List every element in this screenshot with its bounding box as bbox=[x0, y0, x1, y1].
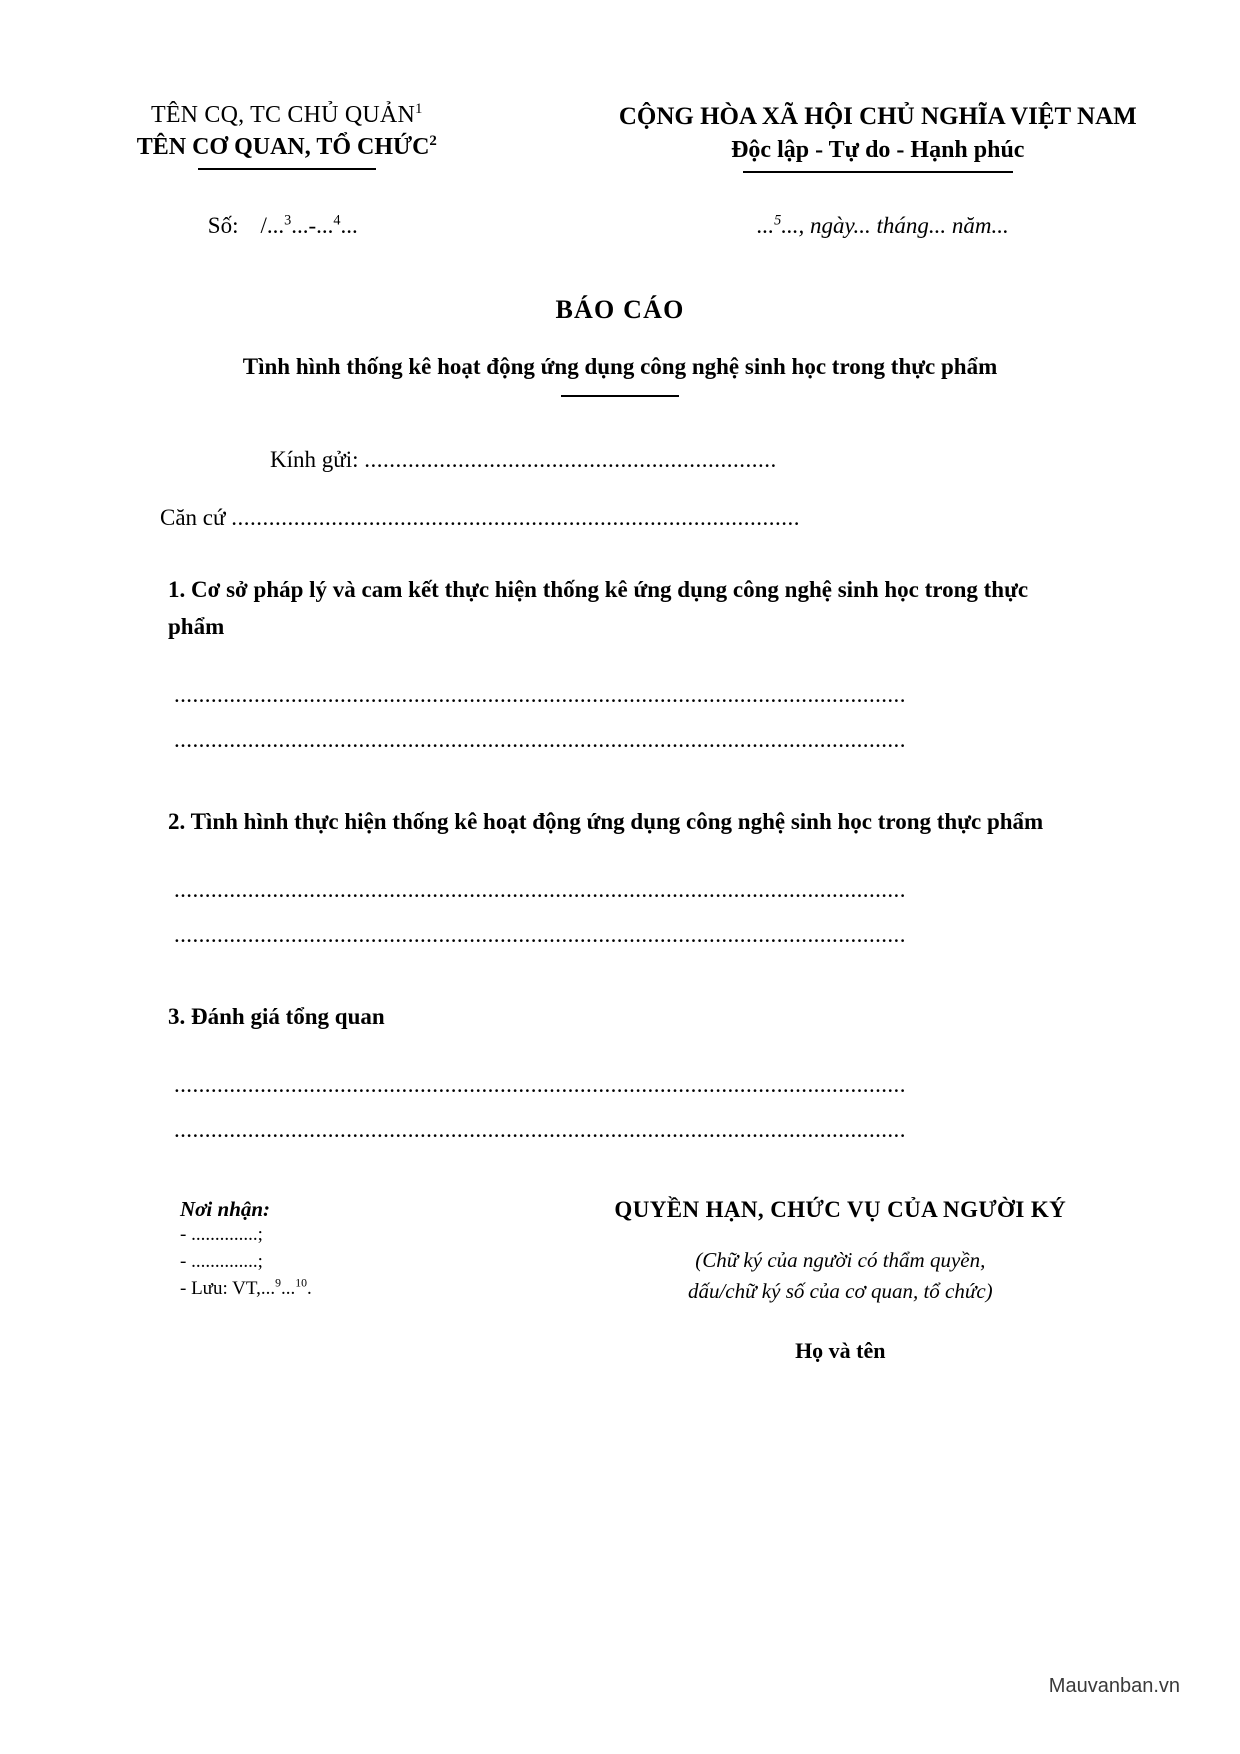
signature-block bbox=[571, 1197, 1110, 1364]
archive-dots-b: ... bbox=[280, 1277, 296, 1299]
document-number-footnote-b: 4 bbox=[333, 212, 341, 228]
document-date-footnote: 5 bbox=[774, 212, 782, 228]
organization-name bbox=[28, 132, 546, 164]
fill-line[interactable]: ....................................................................................................................... bbox=[174, 727, 906, 753]
document-number-value-c: ... bbox=[340, 212, 358, 238]
parent-organization-footnote: 1 bbox=[414, 101, 423, 117]
subtitle-underline bbox=[561, 395, 679, 397]
document-number-value-b: ...-... bbox=[291, 212, 334, 238]
recipients-title: Nơi nhận: bbox=[180, 1196, 271, 1221]
recipients-item: - ..............; bbox=[180, 1250, 263, 1272]
organization-footnote: 2 bbox=[429, 132, 437, 149]
basis-label: Căn cứ bbox=[160, 504, 226, 530]
document-number-value-a: /... bbox=[260, 212, 285, 238]
section-fill-2 bbox=[160, 868, 1080, 958]
organization-underline bbox=[198, 168, 376, 170]
basis-line bbox=[160, 505, 1080, 531]
parent-organization-name bbox=[28, 100, 546, 132]
recipients-block bbox=[180, 1197, 571, 1364]
fill-line[interactable]: ....................................................................................................................... bbox=[174, 1117, 906, 1143]
recipients-archive-item bbox=[180, 1276, 571, 1303]
archive-dots-a: ... bbox=[260, 1277, 276, 1299]
page-subtitle: Tình hình thống kê hoạt động ứng dụng công nghệ sinh học trong thực phẩm bbox=[242, 353, 998, 379]
recipient-line bbox=[270, 447, 1080, 473]
archive-prefix: - Lưu: VT, bbox=[180, 1277, 261, 1299]
fill-line[interactable]: ....................................................................................................................... bbox=[174, 682, 906, 708]
recipient-label: Kính gửi: bbox=[270, 446, 359, 472]
signer-role: QUYỀN HẠN, CHỨC VỤ CỦA NGƯỜI KÝ bbox=[614, 1196, 1067, 1222]
parent-organization-text: TÊN CQ, TC CHỦ QUẢN bbox=[150, 102, 415, 128]
national-motto: Độc lập - Tự do - Hạnh phúc bbox=[731, 136, 1025, 163]
section-heading-1: 1. Cơ sở pháp lý và cam kết thực hiện thống kê ứng dụng công nghệ sinh học trong thực phẩm bbox=[168, 576, 1029, 640]
document-body bbox=[0, 447, 1240, 1153]
header-left-block bbox=[0, 100, 546, 173]
recipients-item: - ..............; bbox=[180, 1223, 263, 1245]
archive-suffix: . bbox=[307, 1277, 312, 1299]
archive-footnote-b: 10 bbox=[295, 1276, 307, 1290]
document-header bbox=[0, 0, 1240, 173]
fill-line[interactable]: ....................................................................................................................... bbox=[174, 877, 906, 903]
document-footer bbox=[0, 1197, 1240, 1364]
signature-note-line-2: dấu/chữ ký số của cơ quan, tổ chức) bbox=[687, 1279, 993, 1304]
fill-line[interactable]: ....................................................................................................................... bbox=[174, 1072, 906, 1098]
document-number bbox=[0, 213, 546, 239]
signer-name-label: Họ và tên bbox=[795, 1337, 886, 1363]
number-date-row bbox=[0, 213, 1240, 239]
section-fill-3 bbox=[160, 1063, 1080, 1153]
title-block bbox=[0, 295, 1240, 397]
recipient-fill[interactable]: .................................................................. bbox=[364, 446, 777, 472]
document-date-value: ..., ngày... tháng... năm... bbox=[781, 212, 1009, 238]
fill-line[interactable]: ....................................................................................................................... bbox=[174, 922, 906, 948]
section-heading-2: 2. Tình hình thực hiện thống kê hoạt động ứng dụng công nghệ sinh học trong thực phẩm bbox=[168, 809, 1044, 835]
document-number-footnote-a: 3 bbox=[284, 212, 292, 228]
motto-underline bbox=[743, 171, 1013, 173]
document-number-label: Số: bbox=[207, 212, 239, 238]
section-fill-1 bbox=[160, 673, 1080, 763]
signature-note bbox=[571, 1245, 1110, 1308]
national-name: CỘNG HÒA XÃ HỘI CHỦ NGHĨA VIỆT NAM bbox=[618, 103, 1137, 130]
document-date bbox=[546, 213, 1240, 239]
organization-text: TÊN CƠ QUAN, TỔ CHỨC bbox=[136, 133, 430, 160]
header-right-block bbox=[546, 100, 1240, 173]
site-watermark: Mauvanban.vn bbox=[1048, 1675, 1180, 1697]
signature-note-line-1: (Chữ ký của người có thẩm quyền, bbox=[695, 1247, 986, 1272]
document-date-prefix: ... bbox=[756, 212, 775, 238]
archive-footnote-a: 9 bbox=[275, 1276, 281, 1290]
page-title: BÁO CÁO bbox=[555, 294, 685, 324]
section-heading-3: 3. Đánh giá tổng quan bbox=[168, 1003, 385, 1029]
basis-fill[interactable]: ........................................................................................... bbox=[231, 504, 800, 530]
